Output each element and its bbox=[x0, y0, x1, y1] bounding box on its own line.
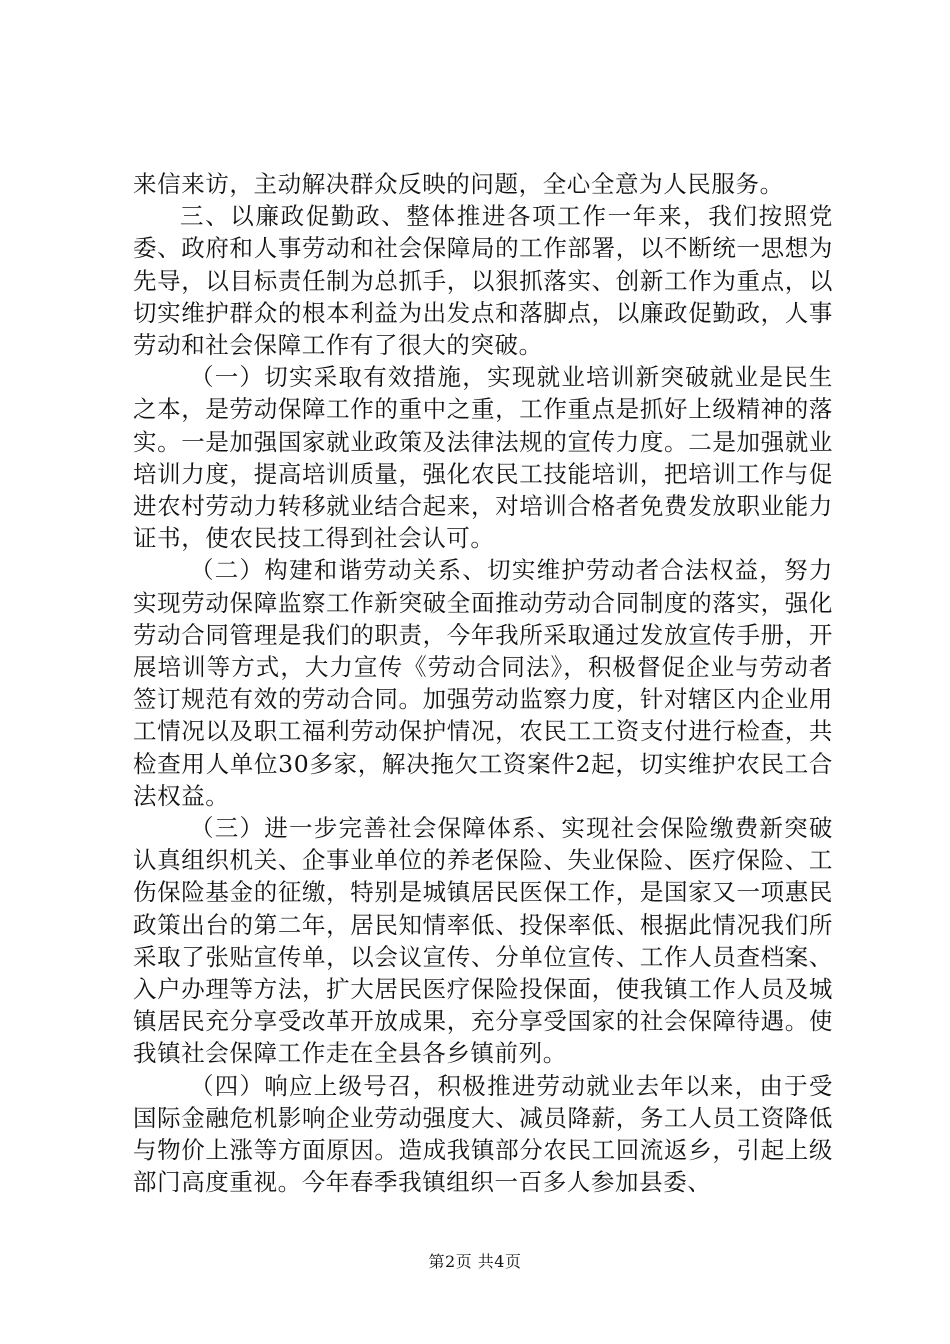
paragraph-item-one: （一）切实采取有效措施，实现就业培训新突破就业是民生之本，是劳动保障工作的重中之重，工作重点是抓好上级精神的落实。一是加强国家就业政策及法律法规的宣传力度。二是加强就业培训力度，提高培训质量，强化农民工技能培训，把培训工作与促进农村劳动力转移就业结合起来，对培训合格者免费发放职业能力证书，使农民技工得到社会认可。 bbox=[133, 363, 833, 553]
page-number-footer: 第2页 共4页 bbox=[428, 1252, 522, 1271]
paragraph-section-three: 三、以廉政促勤政、整体推进各项工作一年来，我们按照党委、政府和人事劳动和社会保障局的工作部署，以不断统一思想为先导，以目标责任制为总抓手，以狠抓落实、创新工作为重点，以切实维护群众的根本利益为出发点和落脚点，以廉政促勤政，人事劳动和社会保障工作有了很大的突破。 bbox=[133, 202, 833, 360]
paragraph-item-four: （四）响应上级号召，积极推进劳动就业去年以来，由于受国际金融危机影响企业劳动强度大、减员降薪，务工人员工资降低与物价上涨等方面原因。造成我镇部分农民工回流返乡，引起上级部门高度重视。今年春季我镇组织一百多人参加县委、 bbox=[133, 1071, 833, 1197]
paragraph-item-three: （三）进一步完善社会保障体系、实现社会保险缴费新突破认真组织机关、企事业单位的养老保险、失业保险、医疗保险、工伤保险基金的征缴，特别是城镇居民医保工作，是国家又一项惠民政策出台的第二年，居民知情率低、投保率低、根据此情况我们所采取了张贴宣传单，以会议宣传、分单位宣传、工作人员查档案、入户办理等方法，扩大居民医疗保险投保面，使我镇工作人员及城镇居民充分享受改革开放成果，充分享受国家的社会保障待遇。使我镇社会保障工作走在全县各乡镇前列。 bbox=[133, 814, 833, 1068]
paragraph-item-two: （二）构建和谐劳动关系、切实维护劳动者合法权益，努力实现劳动保障监察工作新突破全面推动劳动合同制度的落实，强化劳动合同管理是我们的职责，今年我所采取通过发放宣传手册，开展培训等方式，大力宣传《劳动合同法》，积极督促企业与劳动者签订规范有效的劳动合同。加强劳动监察力度，针对辖区内企业用工情况以及职工福利劳动保护情况，农民工工资支付进行检查，共检查用人单位30多家，解决拖欠工资案件2起，切实维护农民工合法权益。 bbox=[133, 556, 833, 810]
document-body bbox=[133, 168, 833, 1199]
paragraph-continuation: 来信来访，主动解决群众反映的问题，全心全意为人民服务。 bbox=[133, 170, 784, 198]
